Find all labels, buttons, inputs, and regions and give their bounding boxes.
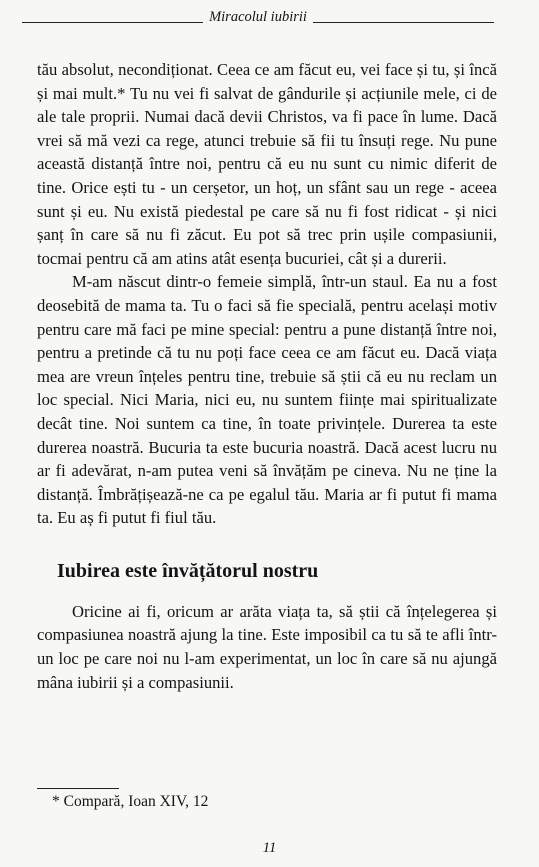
header-rule-left bbox=[22, 22, 203, 23]
footnote-divider bbox=[37, 788, 119, 789]
running-header bbox=[22, 6, 494, 28]
page-number: 11 bbox=[262, 840, 277, 856]
paragraph-birth: M-am născut dintr-o femeie simplă, într-un staul. Ea nu a fost deosebită de mama ta. Tu o faci să fie specială, pentru același motiv pentru care mă faci pe mine special: pentru a pune distanță între noi, pentru a pretinde că tu nu poți face ceea ce am făcut eu. Dacă viața mea are vreun înțeles pentru tine, trebuie să știi că eu nu reclam un loc special. Nici Maria, nici eu, nu suntem ființe mai spiritualizate decât tine. Noi suntem ca tine, în toate privințele. Durerea ta este durerea noastră. Bucuria ta este bucuria noastră. Dacă acest lucru nu ar fi adevărat, n-am putea veni să învățăm pe cineva. Nu ne ține la distanță. Îmbrățișează-ne ca pe egalul tău. Maria ar fi putut fi mama ta. Eu aș fi putut fi fiul tău. bbox=[37, 272, 497, 528]
section-paragraph: Oricine ai fi, oricum ar arăta viața ta, să știi că înțelegerea și compasiunea noastră ajung la tine. Este imposibil ca tu să te afli într-un loc pe care noi nu l-am experimentat, un loc în care să nu ajungă mâna iubirii și a compasiunii. bbox=[37, 601, 497, 692]
header-rule-right bbox=[313, 22, 494, 23]
footnote: * Compară, Ioan XIV, 12 bbox=[52, 793, 209, 810]
section-heading: Iubirea este învățătorul nostru bbox=[57, 559, 319, 582]
page-body bbox=[37, 58, 497, 694]
paragraph-continued: tău absolut, necondiționat. Ceea ce am făcut eu, vei face și tu, și încă și mai mult.* Tu nu vei fi salvat de gândurile și acțiunile mele, ci de ale tale proprii. Numai dacă devii Christos, va fi pace în lume. Dacă vrei să mă vezi ca rege, atunci trebuie să fii tu însuți rege. Nu pune această distanță între noi, pentru că eu nu sunt cu nimic diferit de tine. Orice ești tu - un cerșetor, un hoț, un sfânt sau un rege - aceea sunt și eu. Nu există piedestal pe care să nu fi fost ridicat - și nici șanț în care să nu fi zăcut. Eu pot să trec prin ușile compasiunii, tocmai pentru că am atins atât esența bucuriei, cât și a durerii. bbox=[37, 60, 497, 268]
running-title: Miracolul iubirii bbox=[209, 8, 307, 25]
